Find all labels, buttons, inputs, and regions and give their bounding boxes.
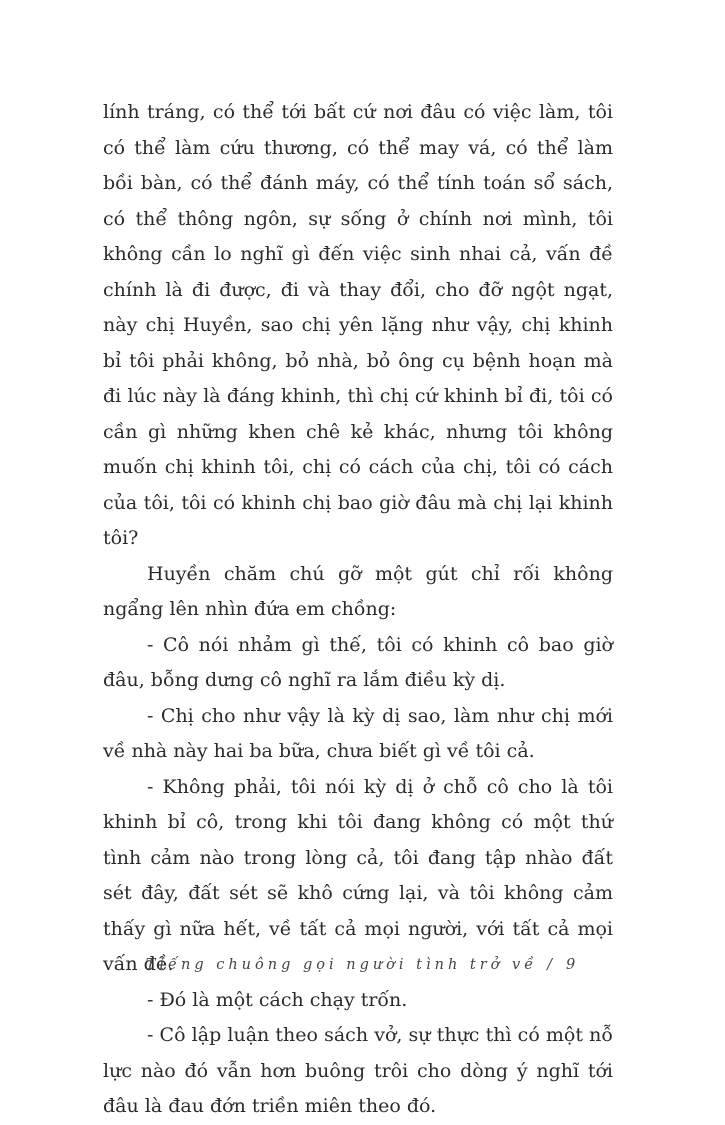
paragraph-narration: Huyền chăm chú gỡ một gút chỉ rối không ngẩng lên nhìn đứa em chồng: [103,562,613,620]
dialogue-line: - Cô nói nhảm gì thế, tôi có khinh cô bao giờ đâu, bỗng dưng cô nghĩ ra lắm điều kỳ dị. [103,633,613,691]
dialogue-line: - Không phải, tôi nói kỳ dị ở chỗ cô cho là tôi khinh bỉ cô, trong khi tôi đang không có một thứ tình cảm nào trong lòng cả, tôi đang tập nhào đất sét đây, đất sét sẽ khô cứng lại, và tôi không cảm thấy gì nữa hết, về tất cả mọi người, với tất cả mọi vấn đề. [103,775,613,975]
footer-book-title: Tiếng chuông gọi người tình trở về [145,957,538,973]
running-footer [0,953,725,977]
dialogue-line: - Cô lập luận theo sách vở, sự thực thì có một nỗ lực nào đó vẫn hơn buông trôi cho dòng ý nghĩ tới đâu là đau đớn triền miên theo đó. [103,1024,613,1117]
dialogue-line: - Đó là một cách chạy trốn. [147,988,408,1011]
paragraph-continuation: lính tráng, có thể tới bất cứ nơi đâu có việc làm, tôi có thể làm cứu thương, có thể may vá, có thể làm bồi bàn, có thể đánh máy, có thể tính toán sổ sách, có thể thông ngôn, sự sống ở chính nơi mình, tôi không cần lo nghĩ gì đến việc sinh nhai cả, vấn đề chính là đi được, đi và thay đổi, cho đỡ ngột ngạt, này chị Huyền, sao chị yên lặng như vậy, chị khinh bỉ tôi phải không, bỏ nhà, bỏ ông cụ bệnh hoạn mà đi lúc này là đáng khinh, thì chị cứ khinh bỉ đi, tôi có cần gì những khen chê kẻ khác, nhưng tôi không muốn chị khinh tôi, chị có cách của chị, tôi có cách của tôi, tôi có khinh chị bao giờ đâu mà chị lại khinh tôi? [103,101,613,549]
dialogue-line: - Chị cho như vậy là kỳ dị sao, làm như chị mới về nhà này hai ba bữa, chưa biết gì về tôi cả. [103,704,613,762]
footer-separator: / [547,957,557,973]
page-number: 9 [566,957,580,973]
